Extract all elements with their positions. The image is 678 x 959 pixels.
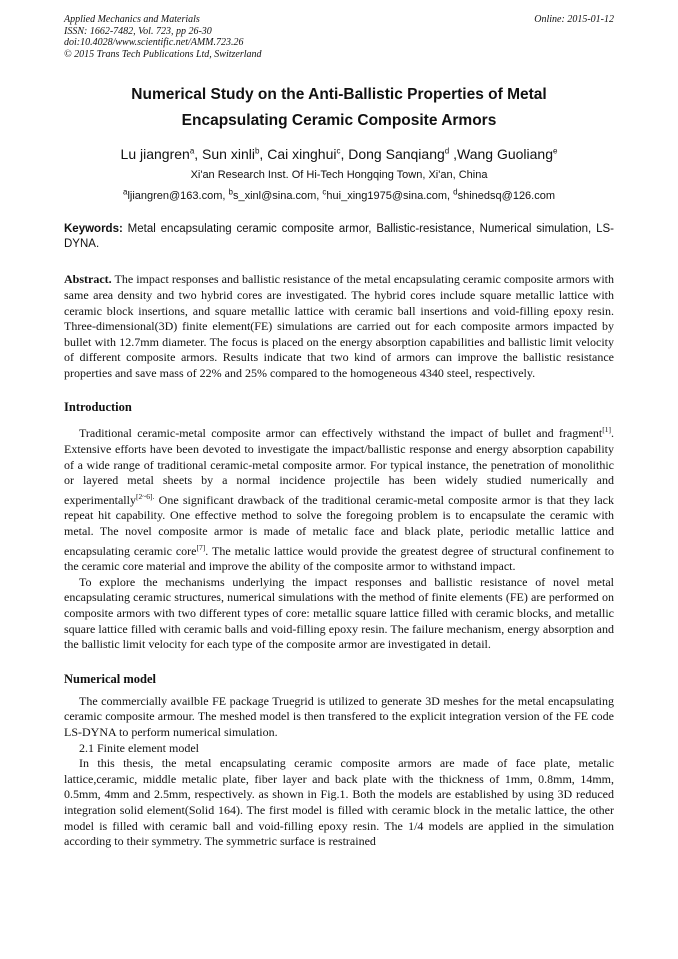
keywords-label: Keywords:	[64, 223, 123, 236]
abstract-label: Abstract.	[64, 272, 112, 287]
model-paragraph-2: In this thesis, the metal encapsulating ceramic composite armors are made of face plate, metalic lattice,ceramic, middle metalic plate, fiber layer and back plate with the thickness of 1mm, 0.8mm, 14mm, 0.5mm, 4mm and 2.5mm, respectively. as shown in Fig.1. Both the models are established by using 3D reduced integration solid element(Solid 164). The first model is filled with ceramic block in the metalic lattice, the other model is filled with ceramic ball and void-filling epoxy resin. The 1/4 models are applied in the simulation according to their symmetry. The symmetric surface is restrained	[64, 756, 614, 849]
intro-paragraph-2: To explore the mechanisms underlying the impact responses and ballistic resistance of novel metal encapsulating ceramic structures, numerical simulations with the method of finite elements (FE) are performed on composite armors with two different types of core: metallic square lattice filled with ceramic blocks, and metallic square lattice filled with ceramic balls and void-filling epoxy resin. The failure mechanism, energy absorption and the ballistic limit velocity for each type of the composite armor are investigated in detail.	[64, 574, 614, 652]
author: Wang Guoliang$^e$	[457, 145, 558, 162]
author: Cai xinghui$^c$,	[267, 145, 349, 162]
section-heading-introduction: Introduction	[64, 400, 132, 415]
email[interactable]: $^d$shinedsq@126.com	[453, 187, 556, 203]
abstract-paragraph	[64, 272, 614, 381]
author: Sun xinli$^b$,	[202, 145, 268, 162]
citation[interactable]: [2~6].	[135, 491, 155, 501]
intro-paragraph-1: Traditional ceramic-metal composite armor can effectively withstand the impact of bullet and fragment[1]. Extensive efforts have been devoted to investigate the impact/ballistic response and energy absorption capability of a wide range of traditional ceramic-metal composite armor. For typical instance, the penetration of monolithic or layered metal sheets by a normal incidence projectile has been widely studied numerically and experimentally$^{[2\sim 6].}$ One significant drawback of the traditional ceramic-metal composite armor is that they lack repeat hit capability. One effective method to solve the foregoing problem is to encapsulate the ceramic with metal. The novel composite armor is made of metalic face and black plate, periodic metallic lattice and encapsulating ceramic core[7]. The metalic lattice would provide the greatest degree of structural confinement to the ceramic core material and improve the ability of the composite armor to withstand impact.	[64, 425, 615, 574]
author: Dong Sanqiang$^d$ ,	[348, 145, 458, 162]
citation[interactable]: [7]	[196, 542, 206, 552]
affiliation: Xi'an Research Inst. Of Hi-Tech Hongqing Town, Xi'an, China	[190, 168, 488, 181]
copyright-line: © 2015 Trans Tech Publications Ltd, Switzerland	[64, 48, 262, 60]
online-date: Online: 2015-01-12	[534, 14, 614, 25]
title-line-2: Encapsulating Ceramic Composite Armors	[181, 112, 497, 129]
title-line-1: Numerical Study on the Anti-Ballistic Properties of Metal	[131, 86, 547, 103]
doi-line: doi:10.4028/www.scientific.net/AMM.723.26	[64, 37, 244, 48]
keywords-paragraph	[64, 222, 614, 252]
paper-title	[64, 82, 614, 134]
email[interactable]: $^a$ljiangren@163.com,	[122, 187, 229, 203]
journal-name: Applied Mechanics and Materials	[64, 14, 200, 25]
model-paragraph-1: The commercially availble FE package Truegrid is utilized to generate 3D meshes for the metal encapsulating ceramic composite armour. The meshed model is then transfered to the explicit integration version of the FE code LS-DYNA to perform numerical simulation.	[64, 693, 614, 739]
issn-line: ISSN: 1662-7482, Vol. 723, pp 26-30	[64, 25, 212, 37]
author: Lu jiangren$^a$,	[120, 145, 203, 162]
section-heading-numerical-model: Numerical model	[64, 671, 156, 686]
citation[interactable]: [1]	[602, 425, 611, 435]
email[interactable]: $^b$s_xinl@sina.com,	[228, 187, 323, 203]
email[interactable]: $^c$hui_xing1975@sina.com,	[322, 187, 454, 203]
abstract-text: The impact responses and ballistic resistance of the metal encapsulating ceramic composite armors with same area density and two hybrid cores are investigated. The hybrid cores include square metallic lattice with ceramic block insertions, and square metallic lattice with ceramic ball insertions and void-filling epoxy resin. Three-dimensional(3D) finite element(FE) simulations are carried out for each composite armors impacted by bullet with 12.7mm diameter. The focus is placed on the energy absorption capabilities and ballistic limit velocity of different composite armors. Results indicate that two kind of armors can improve the ballistic resistance properties and save mass of 22% and 25% compared to the homogeneous 4340 steel, respectively.	[64, 272, 614, 380]
email-list	[64, 188, 614, 203]
keywords-text: Metal encapsulating ceramic composite armor, Ballistic-resistance, Numerical simulation, LS-DYNA.	[64, 223, 614, 251]
journal-header	[64, 14, 614, 60]
subsection-heading: 2.1 Finite element model	[79, 740, 199, 755]
author-list	[64, 142, 614, 163]
paper-page	[64, 14, 614, 850]
